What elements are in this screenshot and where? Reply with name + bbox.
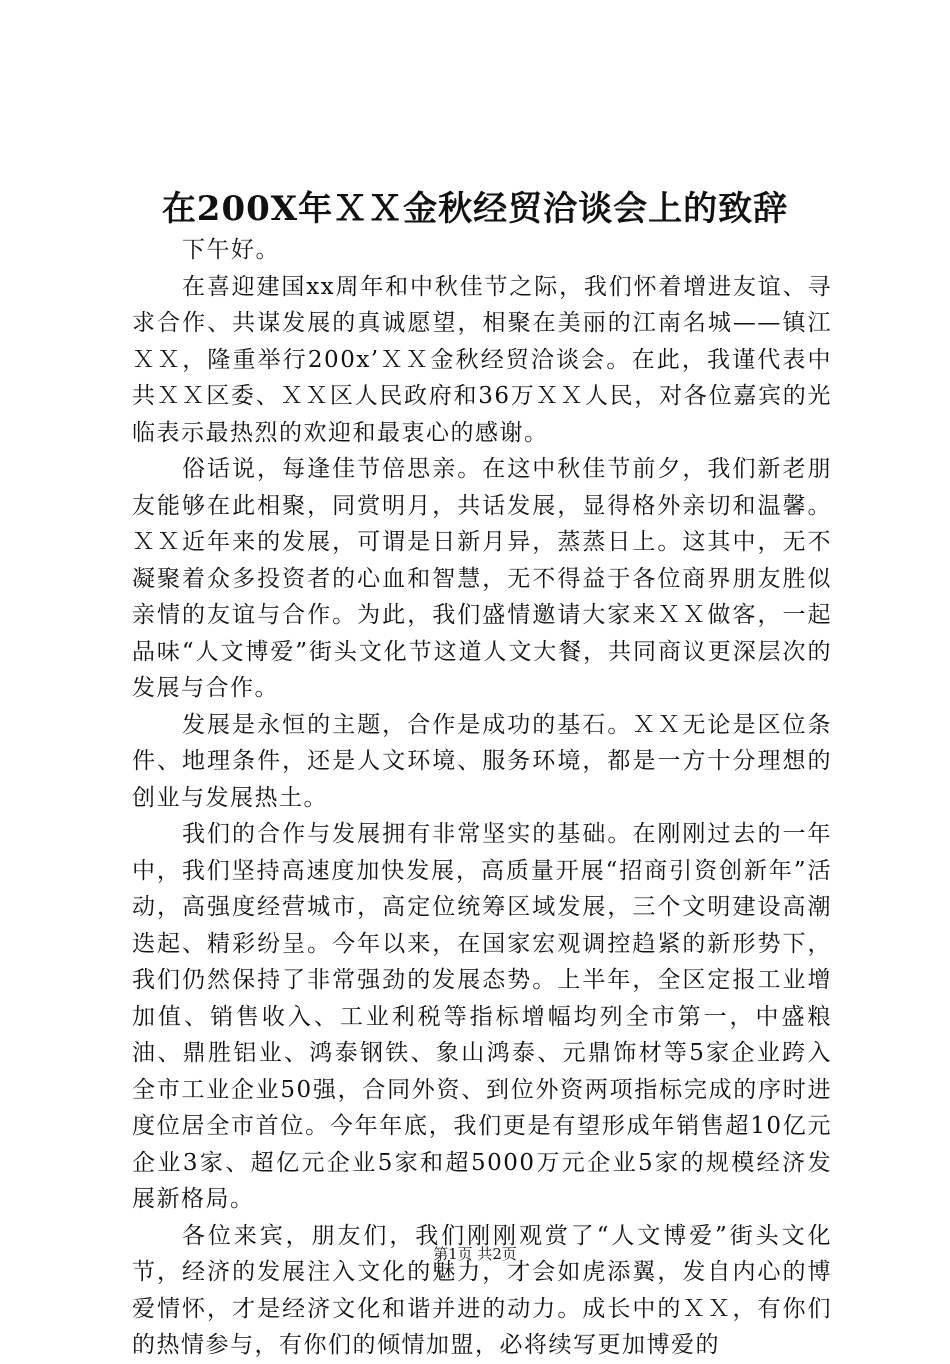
paragraph-closing: 各位来宾，朋友们，我们刚刚观赏了“人文博爱”街头文化节，经济的发展注入文化的魅力，才会如虎添翼，发自内心的博爱情怀，才是经济文化和谐并进的动力。成长中的ＸＸ，有你们的热情参与，有你们的倾情加盟，必将续写更加博爱的: [132, 1222, 833, 1358]
paragraph-welcome: 在喜迎建国xx周年和中秋佳节之际，我们怀着增进友谊、寻求合作、共谋发展的真诚愿望，相聚在美丽的江南名城——镇江ＸＸ，隆重举行200x’ＸＸ金秋经贸洽谈会。在此，我谨代表中共ＸＸ区委、ＸＸ区人民政府和36万ＸＸ人民，对各位嘉宾的光临表示最热烈的欢迎和最衷心的感谢。: [132, 273, 832, 446]
paragraph-theme: 发展是永恒的主题，合作是成功的基石。ＸＸ无论是区位条件、地理条件，还是人文环境、服务环境，都是一方十分理想的创业与发展热土。: [132, 711, 832, 811]
document-body: [132, 232, 832, 1364]
paragraph-festival: 俗话说，每逢佳节倍思亲。在这中秋佳节前夕，我们新老朋友能够在此相聚，同赏明月，共话发展，显得格外亲切和温馨。ＸＸ近年来的发展，可谓是日新月异，蒸蒸日上。这其中，无不凝聚着众多投资者的心血和智慧，无不得益于各位商界朋友胜似亲情的友谊与合作。为此，我们盛情邀请大家来ＸＸ做客，一起品味“人文博爱”街头文化节这道人文大餐，共同商议更深层次的发展与合作。: [132, 456, 832, 701]
page-number-footer: 第1页 共2页: [433, 1245, 517, 1263]
paragraph-greeting: 下午好。: [182, 237, 280, 263]
document-title: 在200X年ＸＸ金秋经贸洽谈会上的致辞: [161, 189, 789, 229]
paragraph-achievements: 我们的合作与发展拥有非常坚实的基础。在刚刚过去的一年中，我们坚持高速度加快发展，高质量开展“招商引资创新年”活动，高强度经营城市，高定位统筹区域发展，三个文明建设高潮迭起、精彩纷呈。今年以来，在国家宏观调控趋紧的新形势下，我们仍然保持了非常强劲的发展态势。上半年，全区定报工业增加值、销售收入、工业利税等指标增幅均列全市第一，中盛粮油、鼎胜铝业、鸿泰钢铁、象山鸿泰、元鼎饰材等5家企业跨入全市工业企业50强，合同外资、到位外资两项指标完成的序时进度位居全市首位。今年年底，我们更是有望形成年销售超10亿元企业3家、超亿元企业5家和超5000万元企业5家的规模经济发展新格局。: [132, 821, 832, 1212]
